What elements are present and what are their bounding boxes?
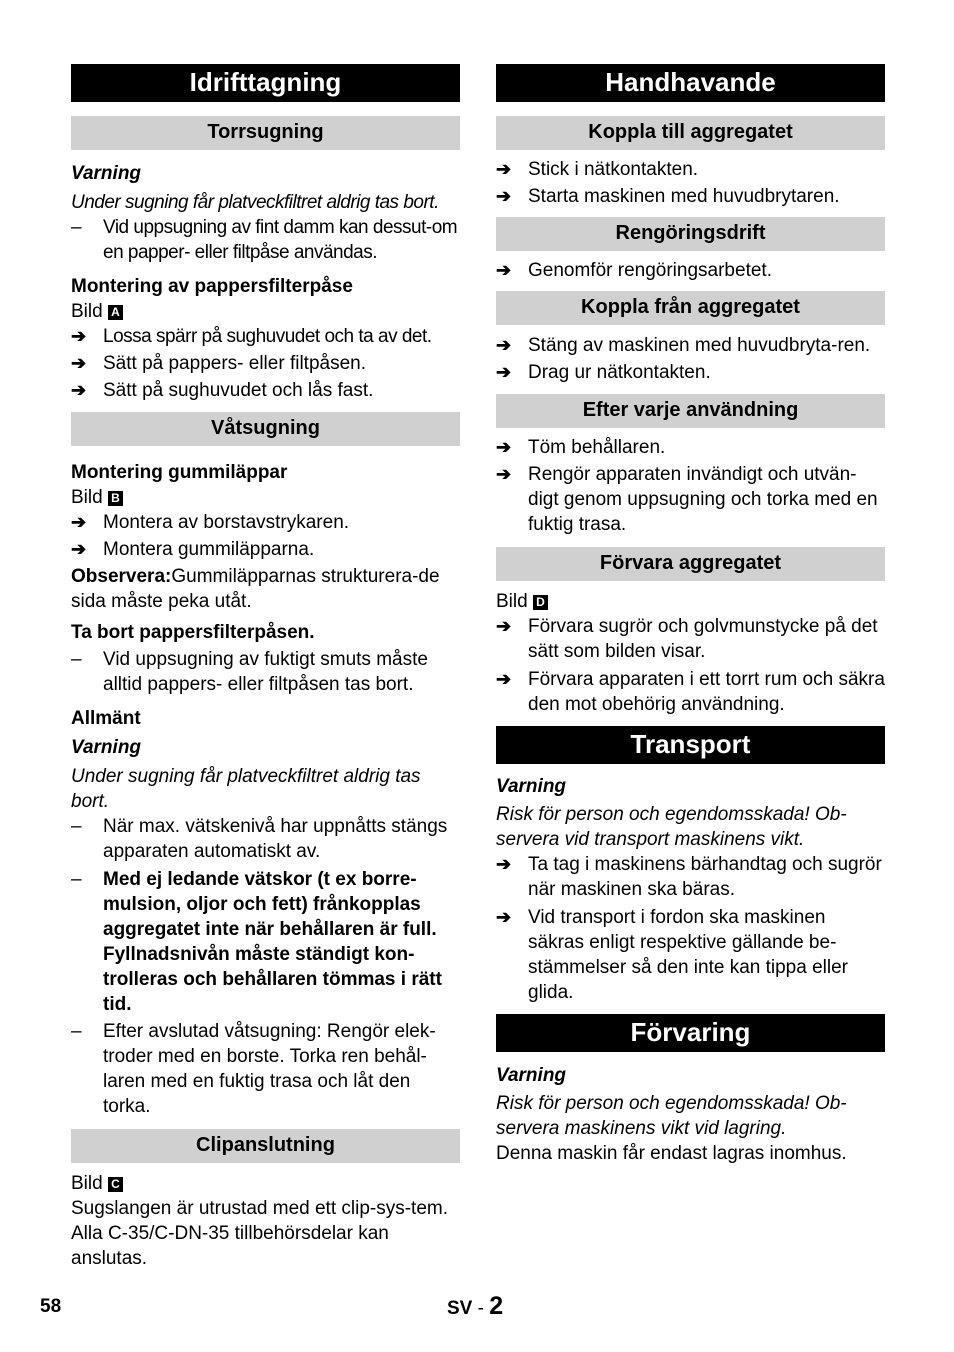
list-item: – Vid uppsugning av fuktigt smuts måste alltid pappers- eller filtpåsen tas bort.	[71, 649, 428, 695]
arrow-icon: ➔	[71, 539, 87, 559]
list-item: – Vid uppsugning av fint damm kan dessut-om en papper- eller filtpåse användas.	[71, 217, 458, 263]
figure-letter-badge: D	[533, 595, 548, 610]
warning-text: Risk för person och egendomsskada! Ob-servera vid transport maskinens vikt.	[496, 804, 847, 850]
arrow-icon: ➔	[71, 380, 87, 400]
section-title-transport: Transport	[496, 726, 885, 764]
arrow-icon: ➔	[496, 437, 512, 457]
list-item: ➔ Sätt på pappers- eller filtpåsen.	[71, 353, 366, 374]
arrow-icon: ➔	[496, 464, 512, 484]
heading-clipanslutning: Clipanslutning	[71, 1129, 460, 1163]
figure-reference: Bild D	[496, 589, 885, 614]
arrow-icon: ➔	[496, 335, 512, 355]
warning-label: Varning	[496, 776, 567, 797]
figure-reference: Bild B	[71, 485, 460, 510]
list-item: ➔ Förvara sugrör och golvmunstycke på det sätt som bilden visar.	[496, 616, 878, 662]
warning-label: Varning	[71, 737, 142, 758]
section-code: SV - 2	[447, 1292, 504, 1320]
left-column	[71, 64, 460, 1271]
warning-label: Varning	[71, 163, 142, 184]
dash-icon: –	[71, 217, 82, 238]
right-column	[496, 64, 885, 1166]
paragraph: Sugslangen är utrustad med ett clip-sys-tem. Alla C-35/C-DN-35 tillbehörsdelar kan anslutas.	[71, 1198, 449, 1269]
arrow-icon: ➔	[496, 159, 512, 179]
heading-forvara-aggregatet: Förvara aggregatet	[496, 547, 885, 581]
heading-rengoringsdrift: Rengöringsdrift	[496, 217, 885, 251]
heading-torrsugning: Torrsugning	[71, 116, 460, 150]
list-item: – När max. vätskenivå har uppnåtts stängs apparaten automatiskt av.	[71, 816, 448, 862]
section-title-idrifttagning: Idrifttagning	[71, 64, 460, 102]
list-item: ➔ Töm behållaren.	[496, 437, 666, 458]
list-item: – Efter avslutad våtsugning: Rengör elek-troder med en borste. Torka ren behål-laren med en fuktig trasa och låt den torka.	[71, 1021, 436, 1117]
list-item: ➔ Sätt på sughuvudet och lås fast.	[71, 380, 374, 401]
note: Observera:Gummiläpparnas strukturera-de sida måste peka utåt.	[71, 566, 440, 612]
paragraph: Denna maskin får endast lagras inomhus.	[496, 1143, 847, 1164]
dash-icon: –	[71, 1021, 82, 1042]
heading-efter-varje-anvandning: Efter varje användning	[496, 394, 885, 428]
arrow-icon: ➔	[496, 362, 512, 382]
list-item: ➔ Förvara apparaten i ett torrt rum och säkra den mot obehörig användning.	[496, 669, 885, 715]
list-item: – Med ej ledande vätskor (t ex borre-mulsion, oljor och fett) frånkopplas aggregatet inte när behållaren är full. Fyllnadsnivån måste ständigt kon-trolleras och behållaren tömmas i rätt tid.	[71, 869, 442, 1015]
heading-montering-gummilappar: Montering gummiläppar	[71, 462, 288, 483]
arrow-icon: ➔	[496, 260, 512, 280]
arrow-icon: ➔	[496, 669, 512, 689]
page-number: 58	[40, 1296, 62, 1317]
list-item: ➔ Lossa spärr på sughuvudet och ta av det.	[71, 326, 432, 347]
arrow-icon: ➔	[71, 512, 87, 532]
list-item: ➔ Genomför rengöringsarbetet.	[496, 260, 772, 281]
heading-koppla-till: Koppla till aggregatet	[496, 116, 885, 150]
list-item: ➔ Montera gummiläpparna.	[71, 539, 315, 560]
arrow-icon: ➔	[496, 907, 512, 927]
arrow-icon: ➔	[496, 616, 512, 636]
list-item: ➔ Stäng av maskinen med huvudbryta-ren.	[496, 335, 871, 356]
list-item: ➔ Vid transport i fordon ska maskinen säkras enligt respektive gällande be-stämmelser så den inte kan tippa eller glida.	[496, 907, 848, 1003]
dash-icon: –	[71, 649, 82, 670]
figure-letter-badge: A	[108, 305, 123, 320]
arrow-icon: ➔	[71, 326, 86, 346]
arrow-icon: ➔	[496, 854, 512, 874]
list-item: ➔ Starta maskinen med huvudbrytaren.	[496, 186, 840, 207]
heading-ta-bort-pappersfilterpasen: Ta bort pappersfilterpåsen.	[71, 622, 315, 643]
warning-text: Risk för person och egendomsskada! Ob-servera maskinens vikt vid lagring.	[496, 1093, 847, 1139]
section-title-handhavande: Handhavande	[496, 64, 885, 102]
arrow-icon: ➔	[71, 353, 87, 373]
list-item: ➔ Ta tag i maskinens bärhandtag och sugrör när maskinen ska bäras.	[496, 854, 882, 900]
dash-icon: –	[71, 869, 82, 890]
list-item: ➔ Drag ur nätkontakten.	[496, 362, 711, 383]
heading-vatsugning: Våtsugning	[71, 412, 460, 446]
figure-reference: Bild C	[71, 1171, 460, 1196]
arrow-icon: ➔	[496, 186, 512, 206]
warning-text: Under sugning får platveckfiltret aldrig tas bort.	[71, 192, 439, 213]
warning-text: Under sugning får platveckfiltret aldrig tas bort.	[71, 766, 421, 812]
heading-allmant: Allmänt	[71, 708, 141, 729]
dash-icon: –	[71, 816, 82, 837]
list-item: ➔ Rengör apparaten invändigt och utvän-digt genom uppsugning och torka med en fuktig trasa.	[496, 464, 878, 535]
figure-reference: Bild A	[71, 299, 460, 324]
list-item: ➔ Montera av borstavstrykaren.	[71, 512, 350, 533]
heading-montering-pappersfilterpase: Montering av pappersfilterpåse	[71, 276, 353, 297]
section-title-forvaring: Förvaring	[496, 1014, 885, 1052]
warning-label: Varning	[496, 1065, 567, 1086]
heading-koppla-fran: Koppla från aggregatet	[496, 291, 885, 325]
figure-letter-badge: C	[108, 1177, 123, 1192]
list-item: ➔ Stick i nätkontakten.	[496, 159, 699, 180]
figure-letter-badge: B	[108, 491, 123, 506]
